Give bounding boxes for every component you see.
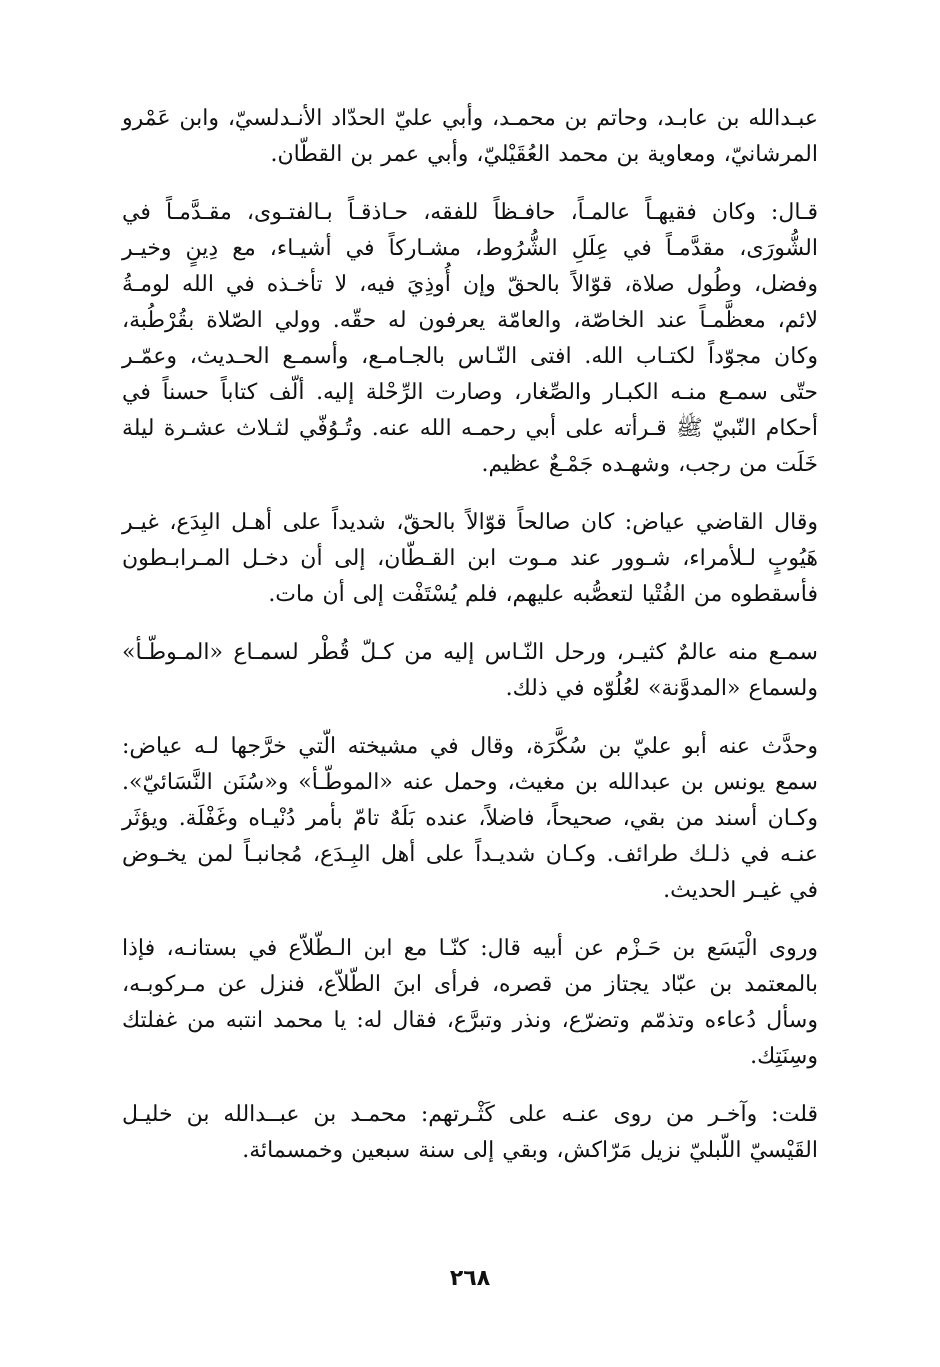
paragraph-3: وقال القاضي عياض: كان صالحاً قوّالاً بالحقّ، شديداً على أهـل البِدَع، غيـر هَيُوبٍ لـلأمراء، شـوور عند مـوت ابن القـطّان، إلى أن دخـل المـرابـطون فأسقطوه من الفُتْيا لتعصُّبه عليهم، فلم يُسْتَفْت إلى أن مات. [122,510,818,607]
page-body [122,101,818,1169]
paragraph-4: سمـع منه عالمٌ كثيـر، ورحل النّـاس إليه من كـلّ قُطْر لسمـاع «المـوطّـأ» ولسماع «المدوَّنة» لعُلُوّه في ذلك. [122,640,818,701]
paragraph-6: وروى الْيَسَع بن حَـزْم عن أبيه قال: كنّـا مع ابن الـطّلاّع في بستانـه، فإذا بالمعتمد بن عبّاد يجتاز من قصره، فرأى ابنَ الطّلاّع، فنزل عن مـركوبـه، وسأل دُعاءه وتذمّم وتضرّع، ونذر وتبرَّع، فقال له: يا محمد انتبه من غفلتك وسِنَتِك. [122,936,818,1069]
paragraph-2: قـال: وكان فقيهـاً عالمـاً، حافـظاً للفقه، حـاذقـاً بـالفتـوى، مقـدَّمـاً في الشُّورَى، مقدَّمـاً في عِلَلِ الشُّرُوط، مشـاركاً في أشيـاء، مع دِينٍ وخيـر وفضل، وطُول صلاة، قوّالاً بالحقّ وإن أُوذِيَ فيه، لا تأخـذه في الله لومـةُ لائم، معظَّمـاً عند الخاصّة، والعامّة يعرفون له حقّه. وولي الصّلاة بقُرْطُبة، وكان مجوّداً لكتـاب الله. افتى النّـاس بالجـامـع، وأسمـع الحـديث، وعمّـر حتّى سمـع منـه الكبـار والصِّغار، وصارت الرِّحْلة إليه. ألّف كتاباً حسناً في أحكام النّبيّ ﷺ قـرأته على أبي رحمـه الله عنه. وتُـوُفّي لثـلاث عشـرة ليلة خَلَت من رجب، وشهـده جَمْـعٌ عظيم. [122,200,818,477]
paragraph-7: قلت: وآخـر من روى عنـه على كَثْـرتهم: محمـد بن عبــدالله بن خليـل القَيْسيّ اللّبليّ نزيل مَرّاكش، وبقي إلى سنة سبعين وخمسمائة. [122,1102,818,1163]
page-number: ٢٦٨ [449,1266,491,1291]
paragraph-1: عبـدالله بن عابـد، وحاتم بن محمـد، وأبي عليّ الحدّاد الأنـدلسيّ، وابن عَمْرو المرشانيّ، ومعاوية بن محمد العُقَيْليّ، وأبي عمر بن القطّان. [122,106,818,167]
paragraph-5: وحدَّث عنه أبو عليّ بن سُكَّرَة، وقال في مشيخته الّتي خرَّجها لـه عياض: سمع يونس بن عبدالله بن مغيث، وحمل عنه «الموطّـأ» و«سُنَن النَّسَائيّ». وكـان أسند من بقي، صحيحاً، فاضلاً، عنده بَلَهٌ تامّ بأمر دُنْيـاه وغَفْلَة. ويؤثَر عنـه في ذلـك طرائف. وكـان شديـداً على أهل البِـدَع، مُجانبـاً لمن يخـوض في غيـر الحديث. [122,734,818,903]
